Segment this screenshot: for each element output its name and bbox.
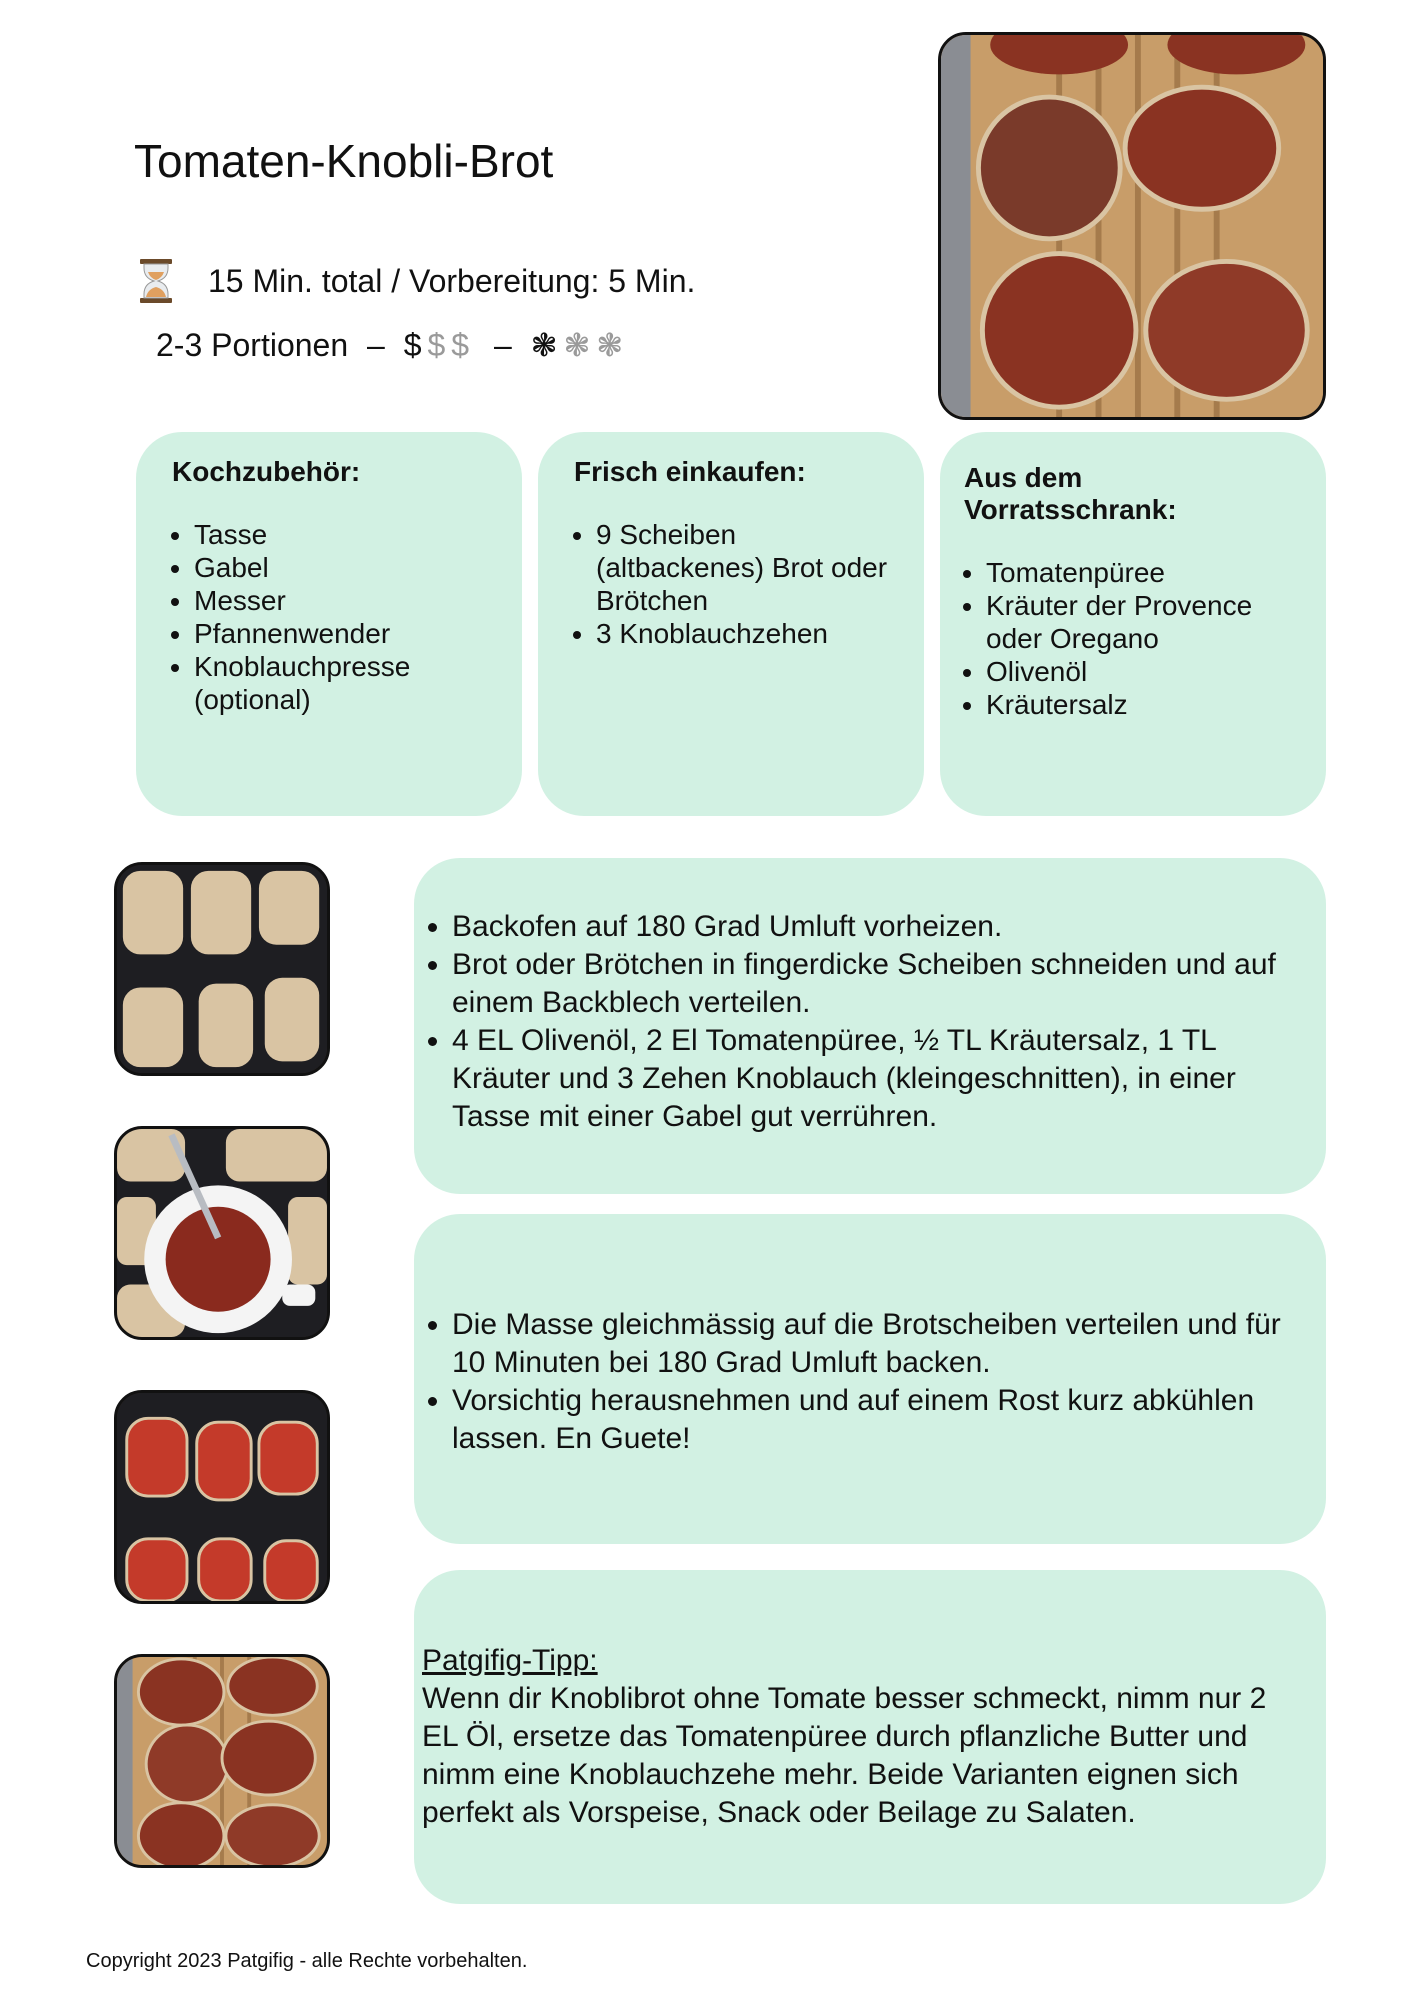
fresh-ingredients-list — [574, 518, 904, 650]
pantry-list — [964, 556, 1302, 721]
portion-label: 2-3 Portionen — [156, 327, 349, 363]
tip-text: Wenn dir Knoblibrot ohne Tomate besser schmeckt, nimm nur 2 EL Öl, ersetze das Tomatenpüree durch pflanzliche Butter und nimm eine Knoblauchzehe mehr. Beide Varianten eignen sich perfekt als Vorspeise, Snack oder Beilage zu Salaten. — [422, 1682, 1267, 1829]
baked-result-image — [117, 1657, 327, 1865]
hourglass-icon — [134, 258, 178, 304]
equipment-item: • Tasse — [194, 518, 492, 551]
bread-slices-image — [117, 865, 327, 1073]
step-item: • Brot oder Brötchen in fingerdicke Scheiben schneiden und auf einem Backblech verteilen. — [452, 946, 1306, 1022]
equipment-list — [172, 518, 492, 716]
fresh-ingredient-item: • 9 Scheiben (altbackenes) Brot oder Brötchen — [596, 518, 904, 617]
difficulty-symbol: ❃ — [530, 327, 558, 363]
hero-photo — [938, 32, 1326, 420]
spread-bread-image — [117, 1393, 327, 1601]
price-symbol: $ — [403, 327, 422, 363]
box-frisch-einkaufen — [538, 432, 924, 816]
pantry-item: • Kräuter der Provence oder Oregano — [986, 589, 1302, 655]
portion-info — [156, 326, 629, 364]
separator: – — [493, 327, 512, 363]
recipe-title: Tomaten-Knobli-Brot — [134, 135, 554, 187]
equipment-item: • Gabel — [194, 551, 492, 584]
equipment-item: • Messer — [194, 584, 492, 617]
tip-box — [414, 1570, 1326, 1904]
equipment-item: • Knoblauchpresse (optional) — [194, 650, 492, 716]
time-text: 15 Min. total / Vorbereitung: 5 Min. — [208, 262, 696, 299]
step-list — [422, 908, 1306, 1136]
tip-title: Patgifig-Tipp: — [422, 1644, 598, 1677]
difficulty-rating — [531, 327, 629, 363]
step-photo-bread-slices — [114, 862, 330, 1076]
box-title: Frisch einkaufen: — [574, 456, 806, 487]
step-photo-cup — [114, 1126, 330, 1340]
step-photo-spread — [114, 1390, 330, 1604]
step-box-2 — [414, 1214, 1326, 1544]
difficulty-symbol: ❃ — [596, 327, 624, 363]
separator: – — [367, 327, 385, 363]
box-kochzubehoer — [136, 432, 522, 816]
box-title: Kochzubehör: — [172, 456, 361, 487]
pantry-item: • Kräutersalz — [986, 688, 1302, 721]
copyright-footer: Copyright 2023 Patgifig - alle Rechte vorbehalten. — [86, 1950, 528, 1972]
box-vorratsschrank — [940, 432, 1326, 816]
pantry-item: • Tomatenpüree — [986, 556, 1302, 589]
price-rating — [404, 327, 475, 363]
equipment-item: • Pfannenwender — [194, 617, 492, 650]
difficulty-symbol: ❃ — [563, 327, 591, 363]
baked-bread-image — [941, 35, 1323, 417]
step-item: • 4 EL Olivenöl, 2 El Tomatenpüree, ½ TL Kräutersalz, 1 TL Kräuter und 3 Zehen Knoblauch (kleingeschnitten), in einer Tasse mit einer Gabel gut verrühren. — [452, 1022, 1306, 1136]
price-symbol: $ — [451, 327, 470, 363]
pantry-item: • Olivenöl — [986, 655, 1302, 688]
price-symbol: $ — [427, 327, 446, 363]
step-item: • Die Masse gleichmässig auf die Brotscheiben verteilen und für 10 Minuten bei 180 Grad Umluft backen. — [452, 1306, 1306, 1382]
time-info — [134, 258, 695, 304]
mixing-cup-image — [117, 1129, 327, 1337]
box-title: Aus dem Vorratsschrank: — [964, 462, 1177, 525]
step-item: • Vorsichtig herausnehmen und auf einem Rost kurz abkühlen lassen. En Guete! — [452, 1382, 1306, 1458]
fresh-ingredient-item: • 3 Knoblauchzehen — [596, 617, 904, 650]
step-list — [422, 1306, 1306, 1458]
step-photo-baked — [114, 1654, 330, 1868]
step-box-1 — [414, 858, 1326, 1194]
step-item: • Backofen auf 180 Grad Umluft vorheizen. — [452, 908, 1306, 946]
